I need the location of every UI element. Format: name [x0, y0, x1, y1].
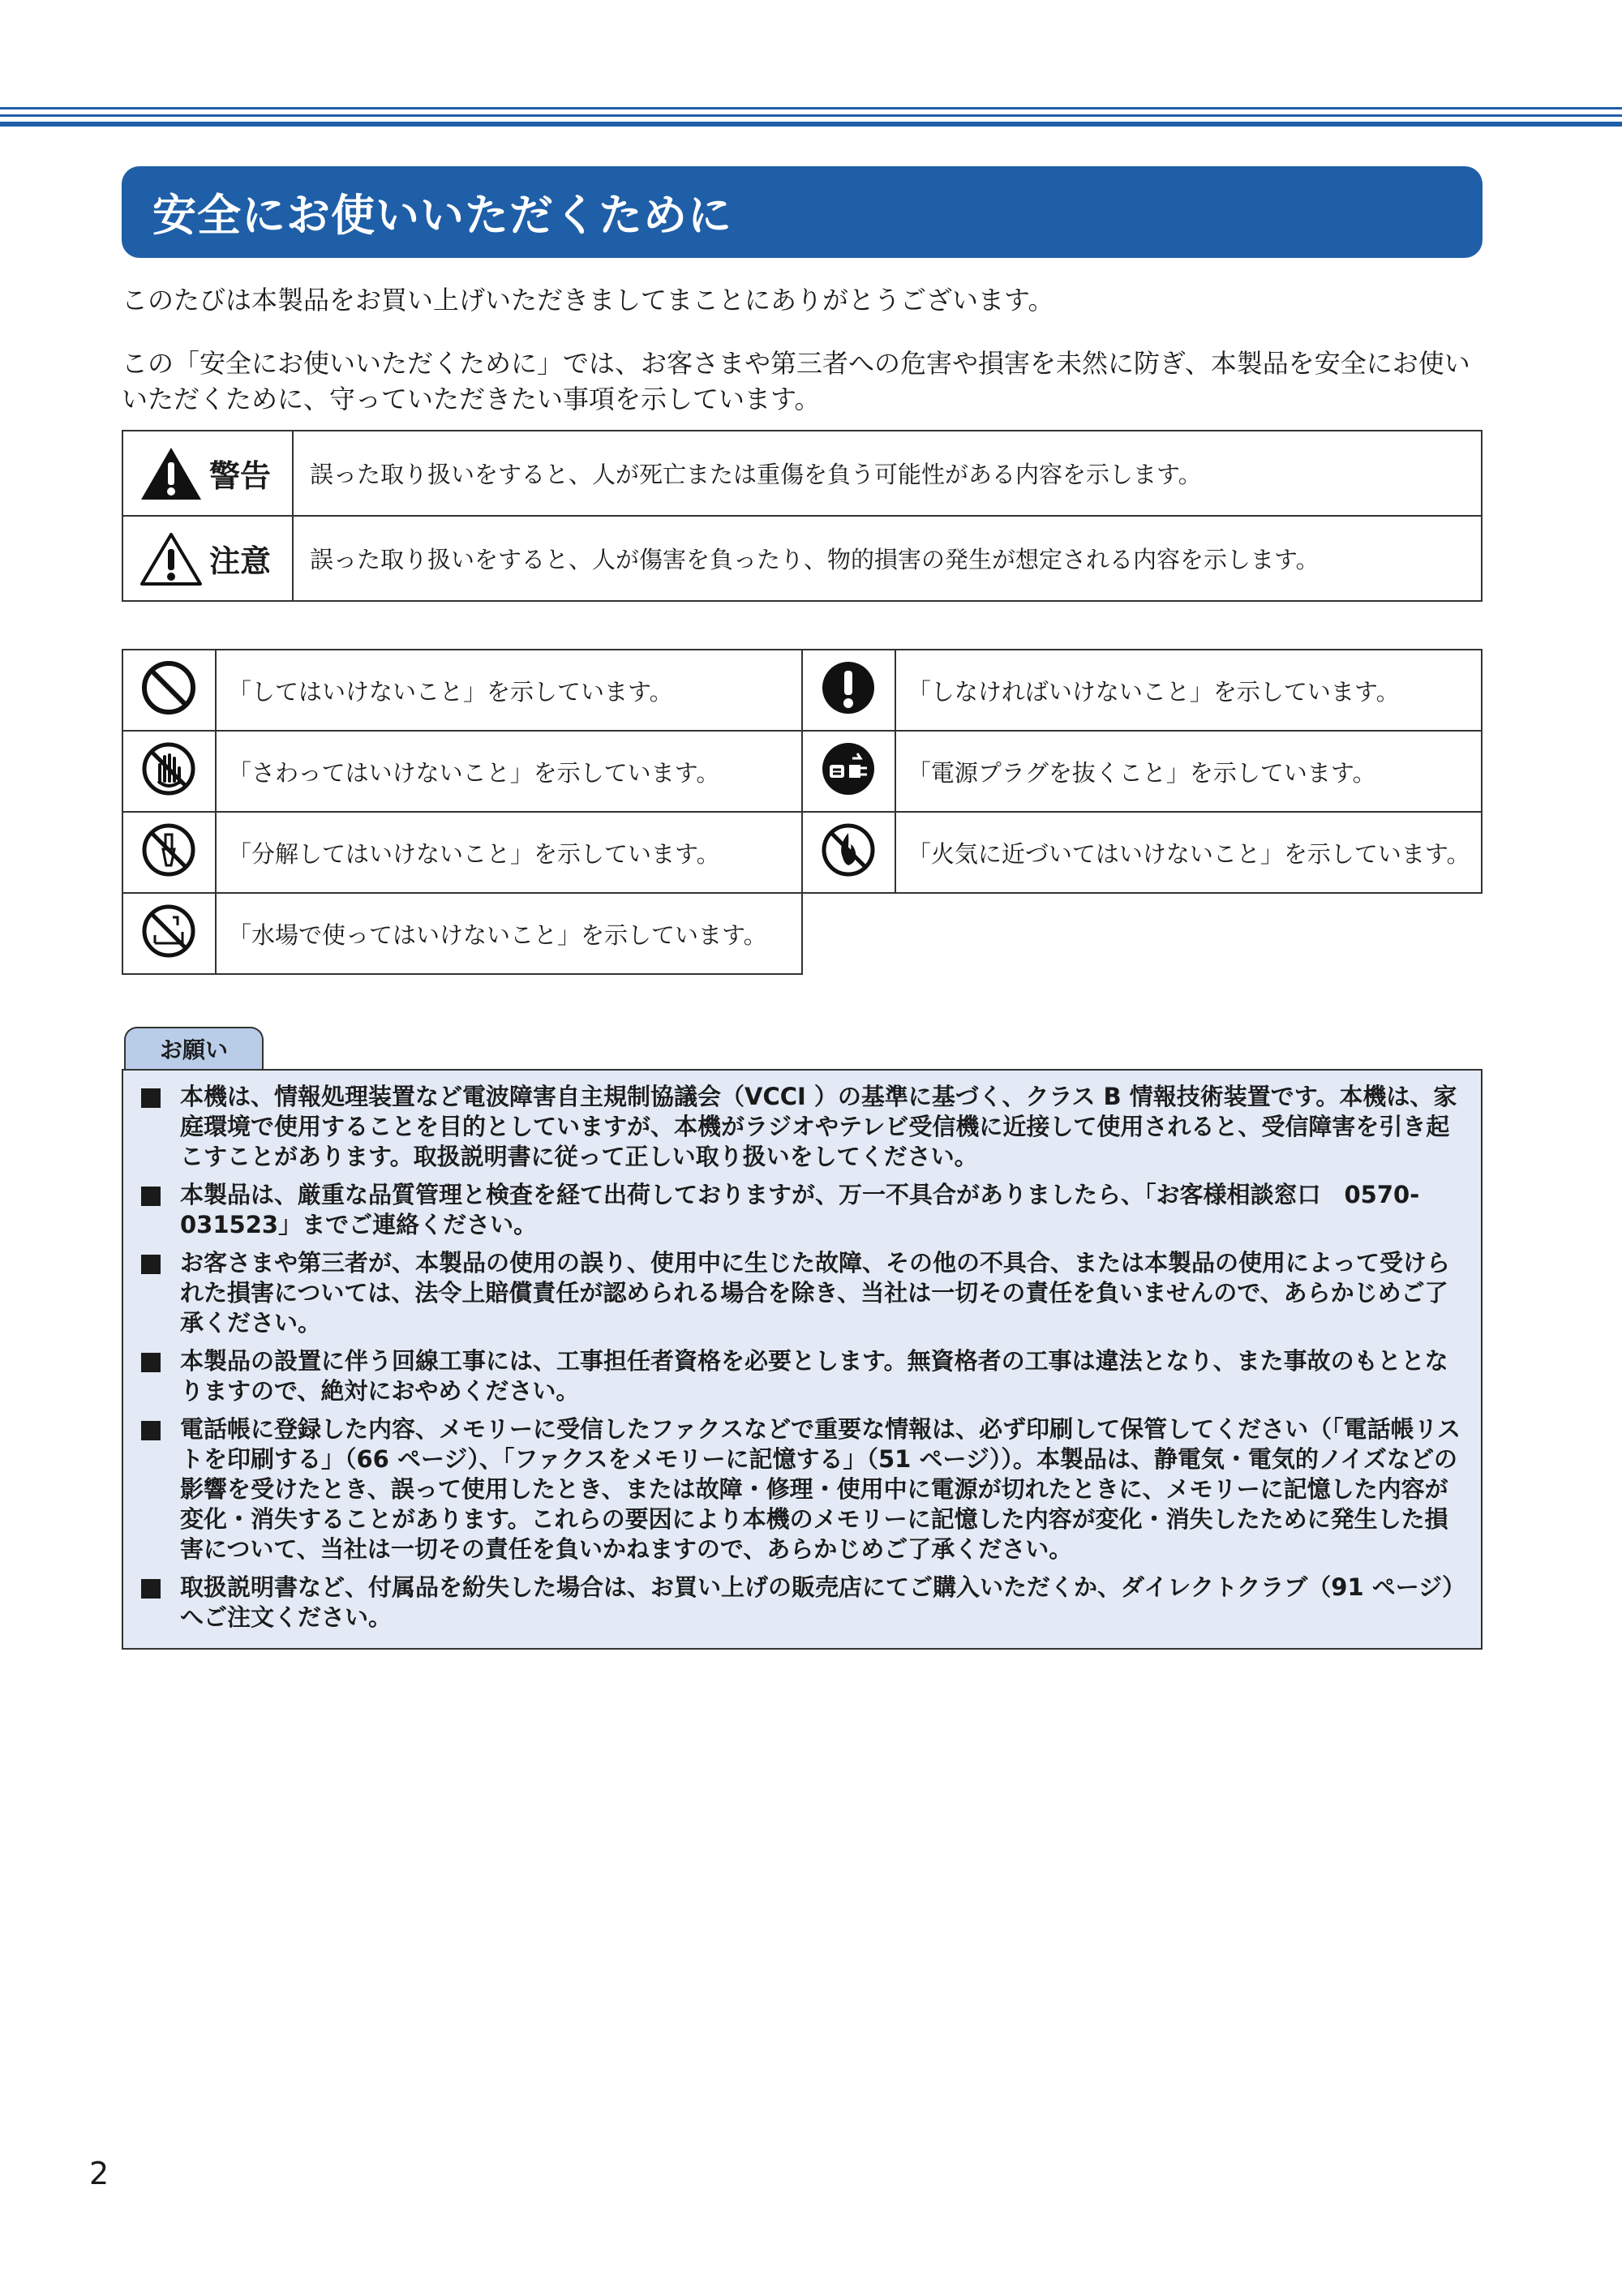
unplug-icon [820, 740, 877, 797]
notice-text: 本製品の設置に伴う回線工事には、工事担任者資格を必要とします。無資格者の工事は違法となり、また事故のもととなりますので、絶対におやめください。 [180, 1347, 1448, 1405]
bullet-square-icon [141, 1579, 161, 1599]
no-touch-icon [140, 740, 197, 797]
notice-tab-label: お願い [159, 1036, 228, 1063]
table-row [122, 516, 1482, 601]
level-description-warning: 誤った取り扱いをすると、人が死亡または重傷を負う可能性がある内容を示します。 [293, 431, 1482, 516]
table-row [122, 812, 1482, 893]
list-item [141, 1573, 1463, 1633]
notice-text: お客さまや第三者が、本製品の使用の誤り、使用中に生じた故障、その他の不具合、または本製品の使用によって受けられた損害については、法令上賠償責任が認められる場合を除き、当社は一切その責任を負いませんので、あらかじめご了承ください。 [180, 1249, 1451, 1337]
prohibited-icon [140, 659, 197, 716]
level-symbol-cell [122, 516, 293, 601]
symbol-text-unplug: 「電源プラグを抜くこと」を示しています。 [895, 731, 1482, 812]
symbol-cell [802, 650, 895, 731]
symbol-legend-table [122, 649, 1483, 975]
no-disassembly-icon [140, 822, 197, 878]
symbol-cell [122, 650, 216, 731]
level-symbol-cell [122, 431, 293, 516]
table-row [122, 431, 1482, 516]
symbol-cell [122, 893, 216, 974]
level-description-caution: 誤った取り扱いをすると、人が傷害を負ったり、物的損害の発生が想定される内容を示します。 [293, 516, 1482, 601]
warning-filled-icon [139, 446, 203, 501]
level-name-warning: 警告 [209, 458, 272, 494]
symbol-cell [802, 812, 895, 893]
bullet-square-icon [141, 1187, 161, 1206]
symbol-text-no-fire: 「火気に近づいてはいけないこと」を示しています。 [895, 812, 1482, 893]
page-title: 安全にお使いいただくために [152, 190, 732, 241]
intro-paragraph-1: このたびは本製品をお買い上げいただきましてまことにありがとうございます。 [122, 285, 1054, 315]
symbol-cell [122, 812, 216, 893]
empty-cell [802, 893, 1482, 974]
bullet-square-icon [141, 1421, 161, 1440]
list-item [141, 1346, 1463, 1406]
mandatory-icon [820, 659, 877, 716]
bullet-square-icon [141, 1353, 161, 1372]
bullet-square-icon [141, 1088, 161, 1108]
list-item [141, 1082, 1463, 1172]
bullet-square-icon [141, 1255, 161, 1274]
notice-text: 本製品は、厳重な品質管理と検査を経て出荷しておりますが、万一不具合がありましたら、「お客様相談窓口 0570-031523」までご連絡ください。 [180, 1181, 1420, 1238]
section-title-bar [122, 166, 1483, 258]
header-rules [0, 107, 1622, 127]
table-row [122, 731, 1482, 812]
caution-outline-icon [139, 531, 203, 586]
symbol-cell [122, 731, 216, 812]
list-item [141, 1248, 1463, 1338]
list-item [141, 1414, 1463, 1564]
symbol-text-prohibited: 「してはいけないこと」を示しています。 [216, 650, 802, 731]
notice-text: 本機は、情報処理装置など電波障害自主規制協議会（VCCI ）の基準に基づく、クラス B 情報技術装置です。本機は、家庭環境で使用することを目的としていますが、本機がラジオやテレビ受信機に近接して使用されると、受信障害を引き起こすことがあります。取扱説明書に従って正しい取り扱いをしてください。 [180, 1083, 1457, 1170]
level-name-caution: 注意 [209, 543, 272, 579]
notice-text: 取扱説明書など、付属品を紛失した場合は、お買い上げの販売店にてご購入いただくか、ダイレクトクラブ（91 ページ）へご注文ください。 [180, 1573, 1454, 1631]
list-item [141, 1180, 1463, 1240]
symbol-text-no-disassembly: 「分解してはいけないこと」を示しています。 [216, 812, 802, 893]
symbol-text-no-touch: 「さわってはいけないこと」を示しています。 [216, 731, 802, 812]
no-water-icon [140, 903, 197, 959]
notice-box [122, 1069, 1483, 1650]
table-row [122, 650, 1482, 731]
notice-text: 電話帳に登録した内容、メモリーに受信したファクスなどで重要な情報は、必ず印刷して保管してください（「電話帳リストを印刷する」（66 ページ）、「ファクスをメモリーに記憶する」（51 ページ））。本製品は、静電気・電気的ノイズなどの影響を受けたとき、誤って使用したとき、または故障・修理・使用中に電源が切れたときに、メモリーに記憶した内容が変化・消失することがあります。これらの要因により本機のメモリーに記憶した内容が変化・消失したために発生した損害について、当社は一切その責任を負いかねますので、あらかじめご了承ください。 [180, 1415, 1461, 1563]
table-row [122, 893, 1482, 974]
intro-paragraph-2: この「安全にお使いいただくために」では、お客さまや第三者への危害や損害を未然に防ぎ、本製品を安全にお使いいただくために、守っていただきたい事項を示しています。 [122, 348, 1470, 414]
page-number: 2 [89, 2156, 109, 2191]
symbol-text-mandatory: 「しなければいけないこと」を示しています。 [895, 650, 1482, 731]
hazard-level-table [122, 430, 1483, 602]
symbol-cell [802, 731, 895, 812]
symbol-text-no-water: 「水場で使ってはいけないこと」を示しています。 [216, 893, 802, 974]
notice-list [141, 1082, 1463, 1633]
no-fire-icon [820, 822, 877, 878]
notice-tab [124, 1027, 264, 1069]
